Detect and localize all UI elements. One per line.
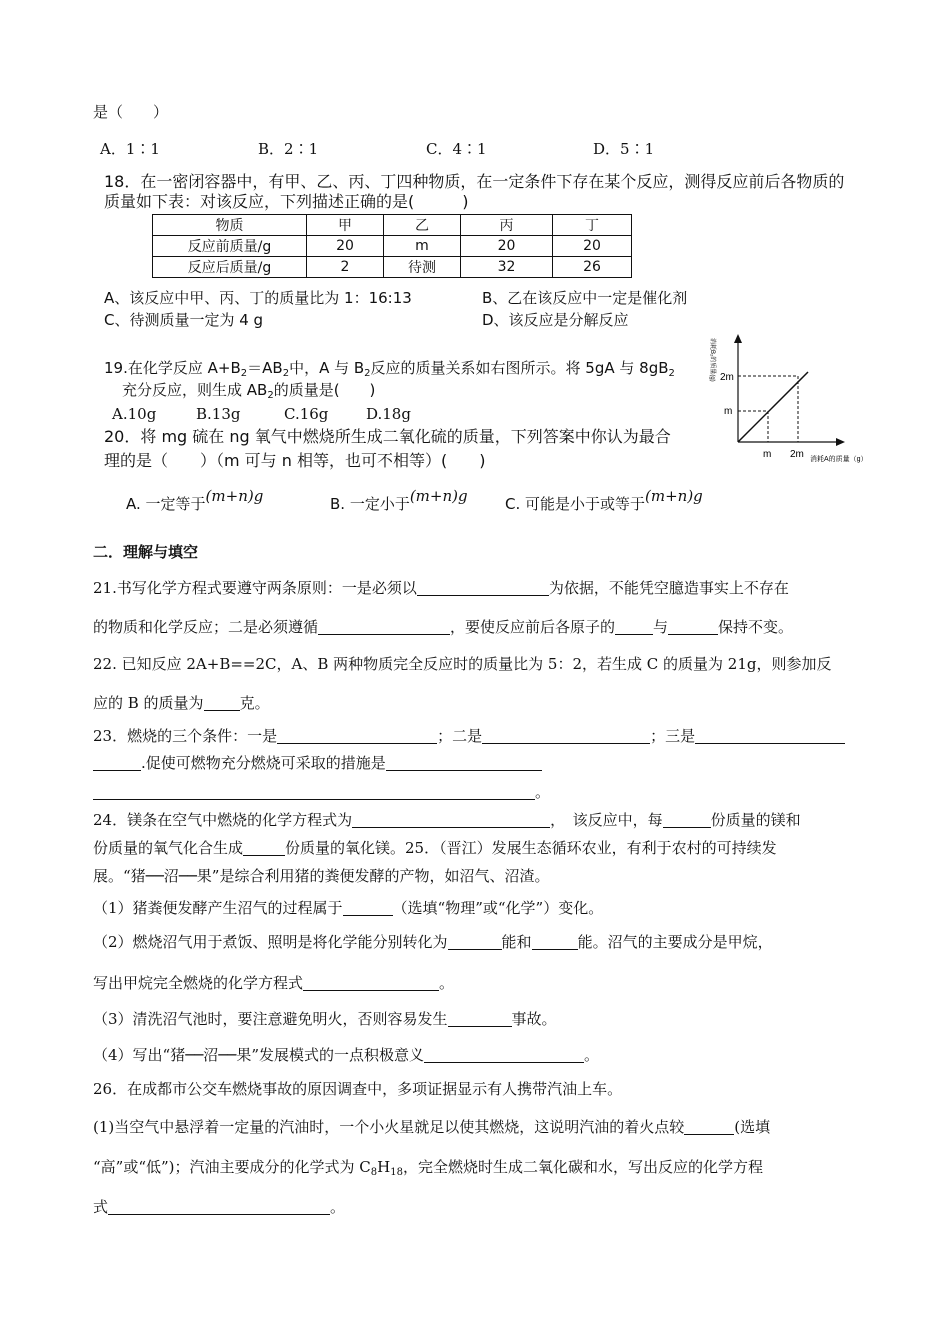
q25-text: 写出甲烷完全燃烧的化学方程式 xyxy=(93,974,304,992)
q20-option-a xyxy=(126,487,264,514)
blank[interactable] xyxy=(386,756,542,771)
q25-text: 。 xyxy=(439,974,455,992)
q25-part2-line2 xyxy=(93,973,454,993)
q19-option-c: C.16g xyxy=(284,405,329,423)
blank[interactable] xyxy=(93,785,535,800)
blank[interactable] xyxy=(318,620,450,635)
q19-sub: 2 xyxy=(267,390,274,401)
q23-text: ；二是 xyxy=(437,727,483,745)
x-tick-label: 2m xyxy=(790,449,804,460)
q20-line2: 理的是（ ）（m 可与 n 相等，也可不相等）( ) xyxy=(104,451,486,470)
blank[interactable] xyxy=(448,1012,512,1027)
q19-option-b: B.13g xyxy=(196,405,241,423)
blank[interactable] xyxy=(448,935,502,950)
blank[interactable] xyxy=(343,901,393,916)
table-cell: 丁 xyxy=(553,215,632,236)
q26-part1-line2 xyxy=(93,1157,763,1177)
blank[interactable] xyxy=(277,729,437,744)
table-cell: 20 xyxy=(553,236,632,257)
q23-line1 xyxy=(93,726,845,746)
blank[interactable] xyxy=(303,976,439,991)
q25-text: （2）燃烧沼气用于煮饭、照明是将化学能分别转化为 xyxy=(93,933,448,951)
q19-line1-b: ＝AB xyxy=(247,359,283,377)
blank[interactable] xyxy=(684,1120,734,1135)
q25-text: （3）清洗沼气池时，要注意避免明火，否则容易发生 xyxy=(93,1010,448,1028)
q23-text: ；三是 xyxy=(650,727,696,745)
table-cell: m xyxy=(384,236,461,257)
x-tick-label: m xyxy=(763,449,772,460)
q20-option-b xyxy=(330,487,468,514)
blank[interactable] xyxy=(482,729,650,744)
subscript: 8 xyxy=(370,1167,378,1178)
q19-line1-a: 19.在化学反应 A+B xyxy=(104,359,241,377)
q25-text: 。 xyxy=(584,1046,600,1064)
y-tick-label: m xyxy=(724,406,733,417)
q17-option-d: D．5∶1 xyxy=(593,140,655,158)
blank[interactable] xyxy=(243,841,285,856)
blank[interactable] xyxy=(663,813,711,828)
q23-text: .促使可燃物充分燃烧可采取的措施是 xyxy=(141,754,386,772)
q21-text: 为依据，不能凭空臆造事实上不存在 xyxy=(548,579,789,597)
q25-part1 xyxy=(93,898,603,918)
q20-expr: (m+n)g xyxy=(409,487,468,505)
q26-text: “高”或“低”)；汽油主要成分的化学式为 C xyxy=(93,1158,371,1176)
q18-table xyxy=(152,214,632,278)
table-cell: 乙 xyxy=(384,215,461,236)
q25-text: 能。沼气的主要成分是甲烷， xyxy=(577,933,773,951)
q26-text: 。 xyxy=(330,1198,346,1216)
blank[interactable] xyxy=(417,581,549,596)
blank[interactable] xyxy=(204,696,240,711)
q20-option-c xyxy=(505,487,703,514)
q25-text: （选填“物理”或“化学”）变化。 xyxy=(392,899,604,917)
q26-part1-line3 xyxy=(93,1197,345,1217)
q20-expr: (m+n)g xyxy=(645,487,703,505)
q21-text: ，要使反应前后各原子的 xyxy=(450,618,616,636)
q26-text: H xyxy=(377,1158,391,1176)
q17-stem-end: 是（ ） xyxy=(93,103,169,121)
blank[interactable] xyxy=(615,620,653,635)
q26-text: (选填 xyxy=(734,1118,771,1136)
q25-text: （4）写出“猪──沼──果”发展模式的一点积极意义 xyxy=(93,1046,425,1064)
table-cell: 甲 xyxy=(307,215,384,236)
q22-text: 应的 B 的质量为 xyxy=(93,694,204,712)
q24-text: 份质量的氧化镁。25．（晋江）发展生态循环农业，有利于农村的可持续发 xyxy=(285,839,777,857)
blank[interactable] xyxy=(668,620,718,635)
q19-sub: 2 xyxy=(668,368,675,379)
q19-sub: 2 xyxy=(282,368,290,379)
blank[interactable] xyxy=(532,935,578,950)
table-cell: 丙 xyxy=(461,215,553,236)
table-cell: 2 xyxy=(307,257,384,278)
q19-option-a: A.10g xyxy=(112,405,157,423)
q22-line1: 22. 已知反应 2A+B==2C，A、B 两种物质完全反应时的质量比为 5：2，若生成 C 的质量为 21g，则参加反 xyxy=(93,655,832,673)
q24-line1 xyxy=(93,810,801,830)
table-cell: 物质 xyxy=(153,215,307,236)
y-axis-label: 消耗B₂的质量(g) xyxy=(709,338,715,382)
q19-line1-d: 反应的质量关系如右图所示。将 5gA 与 8gB xyxy=(370,359,669,377)
q21-line1 xyxy=(93,578,789,598)
q25-part4 xyxy=(93,1045,599,1065)
y-axis-arrow xyxy=(734,334,742,343)
blank[interactable] xyxy=(695,729,845,744)
q20-line1: 20．将 mg 硫在 ng 氧气中燃烧所生成二氧化硫的质量，下列答案中你认为最合 xyxy=(104,427,671,446)
q25-text: 能和 xyxy=(501,933,532,951)
q21-text: 21.书写化学方程式要遵守两条原则：一是必须以 xyxy=(93,579,417,597)
q20-option-b-text: B. 一定小于 xyxy=(330,495,410,513)
q18-line1: 18．在一密闭容器中，有甲、乙、丙、丁四种物质，在一定条件下存在某个反应，测得反应前后各物质的 xyxy=(104,172,845,191)
subscript: 18 xyxy=(390,1167,403,1178)
q26-text: ，完全燃烧时生成二氧化碳和水，写出反应的化学方程 xyxy=(402,1158,763,1176)
q19-sub: 2 xyxy=(240,368,248,379)
q19-line2 xyxy=(122,380,375,400)
q23-line2 xyxy=(93,753,542,773)
q21-line2 xyxy=(93,617,793,637)
q24-text: 24．镁条在空气中燃烧的化学方程式为 xyxy=(93,811,353,829)
q26-text: (1)当空气中悬浮着一定量的汽油时，一个小火星就足以使其燃烧，这说明汽油的着火点较 xyxy=(93,1118,685,1136)
q17-option-a: A．1∶1 xyxy=(100,140,160,158)
table-cell: 20 xyxy=(461,236,553,257)
table-cell: 待测 xyxy=(384,257,461,278)
q19-option-d: D.18g xyxy=(366,405,411,423)
q18-option-b: B、乙在该反应中一定是催化剂 xyxy=(482,289,688,307)
q23-text: 23．燃烧的三个条件：一是 xyxy=(93,727,278,745)
q24-line2 xyxy=(93,838,777,858)
table-row xyxy=(153,236,632,257)
q17-option-b: B．2∶1 xyxy=(258,140,319,158)
q26-part1 xyxy=(93,1117,770,1137)
q26-stem: 26．在成都市公交车燃烧事故的原因调查中，多项证据显示有人携带汽油上车。 xyxy=(93,1080,623,1098)
q25-text: 事故。 xyxy=(511,1010,557,1028)
y-tick-label: 2m xyxy=(720,372,734,383)
q21-text: 与 xyxy=(653,618,669,636)
q24-text: ， 该反应中，每 xyxy=(550,811,663,829)
q19-line2-b: 的质量是( ) xyxy=(273,381,376,399)
q21-text: 保持不变。 xyxy=(718,618,794,636)
q24-text: 份质量的氧气化合生成 xyxy=(93,839,244,857)
q18-option-c: C、待测质量一定为 4 g xyxy=(104,311,264,329)
mass-relation-graph xyxy=(700,330,900,470)
table-cell: 26 xyxy=(553,257,632,278)
q19-line1 xyxy=(104,358,675,378)
q20-expr: (m+n)g xyxy=(205,487,264,505)
table-cell: 32 xyxy=(461,257,553,278)
q17-option-c: C．4∶1 xyxy=(426,140,487,158)
x-axis-arrow xyxy=(836,438,845,446)
table-row xyxy=(153,257,632,278)
table-row xyxy=(153,215,632,236)
q20-option-a-text: A. 一定等于 xyxy=(126,495,206,513)
q18-line2: 质量如下表：对该反应，下列描述正确的是( ) xyxy=(104,192,469,211)
q24-text: 份质量的镁和 xyxy=(710,811,801,829)
q18-option-d: D、该反应是分解反应 xyxy=(482,311,629,329)
q21-text: 的物质和化学反应；二是必须遵循 xyxy=(93,618,319,636)
q25-part3 xyxy=(93,1009,557,1029)
q19-line2-a: 充分反应，则生成 AB xyxy=(122,381,268,399)
q25-part2 xyxy=(93,932,773,952)
q23-text: 。 xyxy=(535,783,551,801)
q18-option-a: A、该反应中甲、丙、丁的质量比为 1：16:13 xyxy=(104,289,412,307)
q25-text: （1）猪粪便发酵产生沼气的过程属于 xyxy=(93,899,343,917)
blank[interactable] xyxy=(352,813,550,828)
q23-line3 xyxy=(93,782,550,802)
q26-text: 式 xyxy=(93,1198,109,1216)
table-cell: 反应后质量/g xyxy=(153,257,307,278)
q19-sub: 2 xyxy=(364,368,371,379)
table-cell: 20 xyxy=(307,236,384,257)
section-heading: 二．理解与填空 xyxy=(93,543,199,561)
q20-option-c-text: C. 可能是小于或等于 xyxy=(505,495,646,513)
q22-line2 xyxy=(93,693,270,713)
q24-line3: 展。“猪──沼──果”是综合利用猪的粪便发酵的产物，如沼气、沼渣。 xyxy=(93,867,550,885)
table-cell: 反应前质量/g xyxy=(153,236,307,257)
x-axis-label: 消耗A的质量（g） xyxy=(810,456,868,463)
blank[interactable] xyxy=(93,756,141,771)
blank[interactable] xyxy=(424,1048,584,1063)
blank[interactable] xyxy=(108,1200,330,1215)
q19-line1-c: 中，A 与 B xyxy=(289,359,365,377)
q22-text: 克。 xyxy=(239,694,270,712)
